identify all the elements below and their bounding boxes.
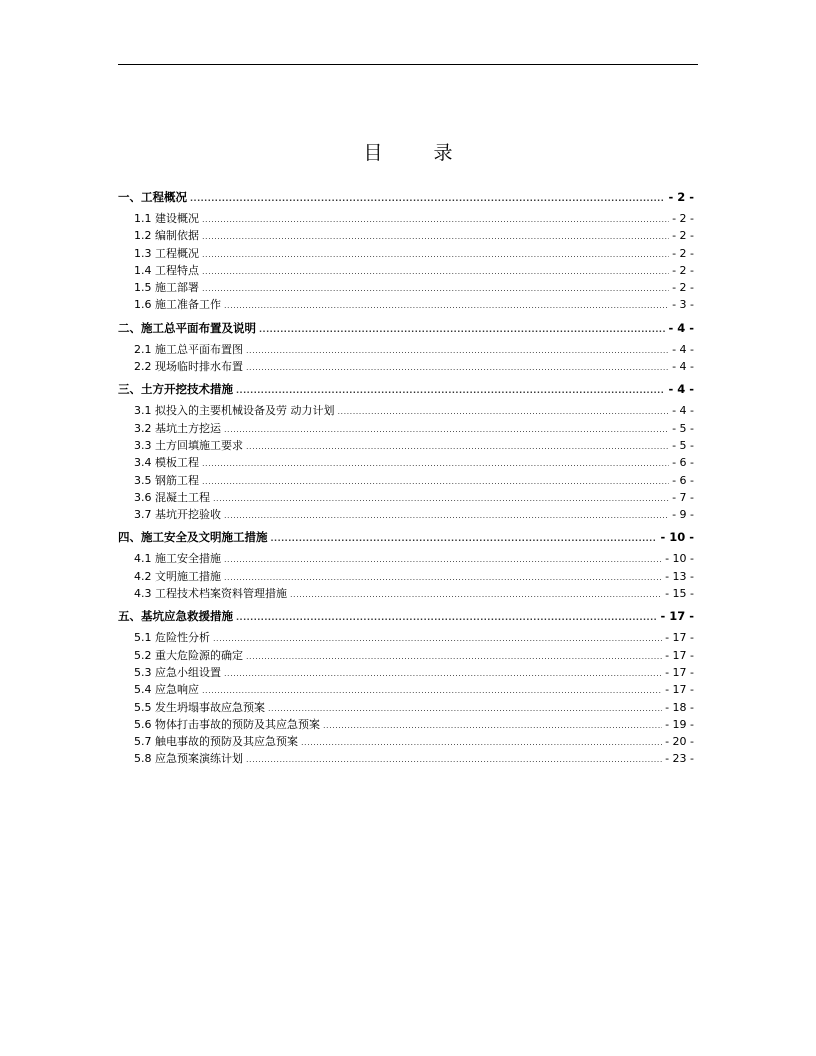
toc-subsection-entry[interactable]: [118, 506, 697, 523]
toc-page-number: - 13 -: [665, 569, 694, 583]
toc-section-label: 一、工程概况: [118, 190, 187, 204]
toc-page-number: - 18 -: [665, 700, 694, 714]
toc-leader-dots: [213, 495, 669, 503]
toc-subsection-label: 5.1 危险性分析: [134, 631, 210, 645]
toc-subsection-label: 3.6 混凝土工程: [134, 490, 210, 504]
toc-page-number: - 10 -: [665, 552, 694, 566]
toc-page-number: - 9 -: [672, 508, 694, 522]
toc-leader-dots: [202, 233, 669, 241]
toc-subsection-entry[interactable]: [118, 262, 697, 279]
toc-subsection-entry[interactable]: [118, 358, 697, 375]
toc-leader-dots: [224, 670, 662, 678]
toc-subsection-label: 5.3 应急小组设置: [134, 665, 221, 679]
header-rule: [118, 64, 698, 65]
toc-page-number: - 2 -: [668, 190, 694, 204]
toc-subsection-label: 5.7 触电事故的预防及其应急预案: [134, 735, 298, 749]
toc-leader-dots: [190, 195, 665, 203]
toc-page-number: - 4 -: [672, 342, 694, 356]
toc-section-entry[interactable]: [118, 605, 697, 627]
toc-subsection-entry[interactable]: [118, 341, 697, 358]
toc-subsection-label: 2.1 施工总平面布置图: [134, 342, 243, 356]
toc-subsection-entry[interactable]: [118, 716, 697, 733]
toc-subsection-label: 4.1 施工安全措施: [134, 552, 221, 566]
toc-leader-dots: [338, 408, 670, 416]
toc-leader-dots: [246, 347, 669, 355]
toc-subsection-label: 2.2 现场临时排水布置: [134, 360, 243, 374]
toc-subsection-label: 4.3 工程技术档案资料管理措施: [134, 587, 287, 601]
toc-subsection-entry[interactable]: [118, 568, 697, 585]
toc-page-number: - 2 -: [672, 281, 694, 295]
toc-leader-dots: [224, 556, 662, 564]
toc-subsection-entry[interactable]: [118, 629, 697, 646]
toc-section-label: 三、土方开挖技术措施: [118, 382, 233, 397]
toc-page-number: - 3 -: [672, 298, 694, 312]
toc-leader-dots: [202, 460, 669, 468]
toc-subsection-entry[interactable]: [118, 227, 697, 244]
toc-subsection-label: 3.4 模板工程: [134, 456, 199, 470]
toc-page-number: - 5 -: [672, 438, 694, 452]
toc-subsection-entry[interactable]: [118, 210, 697, 227]
toc-leader-dots: [202, 216, 669, 224]
toc-page-number: - 6 -: [672, 456, 694, 470]
toc-page-number: - 2 -: [672, 229, 694, 243]
toc-page-number: - 2 -: [672, 263, 694, 277]
toc-leader-dots: [224, 302, 669, 310]
toc-subsection-label: 3.7 基坑开挖验收: [134, 508, 221, 522]
toc-subsection-entry[interactable]: [118, 489, 697, 506]
toc-subsection-label: 3.5 钢筋工程: [134, 473, 199, 487]
toc-subsection-entry[interactable]: [118, 750, 697, 767]
toc-page-number: - 17 -: [660, 609, 694, 624]
toc-page-number: - 4 -: [672, 404, 694, 418]
toc-page-number: - 19 -: [665, 717, 694, 731]
toc-subsection-entry[interactable]: [118, 472, 697, 489]
toc-subsection-label: 5.6 物体打击事故的预防及其应急预案: [134, 717, 320, 731]
toc-leader-dots: [213, 635, 662, 643]
toc-subsection-entry[interactable]: [118, 647, 697, 664]
toc-page-number: - 6 -: [672, 473, 694, 487]
toc-subsection-label: 5.8 应急预案演练计划: [134, 752, 243, 766]
toc-subsection-label: 3.3 土方回填施工要求: [134, 438, 243, 452]
toc-page-number: - 4 -: [668, 382, 694, 397]
toc-subsection-entry[interactable]: [118, 454, 697, 471]
toc-subsection-label: 5.2 重大危险源的确定: [134, 648, 243, 662]
page-title: 目 录: [363, 142, 469, 164]
toc-subsection-entry[interactable]: [118, 245, 697, 262]
toc-section-entry[interactable]: [118, 378, 697, 400]
toc-section-label: 五、基坑应急救援措施: [118, 609, 233, 624]
toc-section-entry[interactable]: [118, 526, 697, 548]
toc-page-number: - 23 -: [665, 752, 694, 766]
toc-page-number: - 15 -: [665, 587, 694, 601]
toc-page-number: - 10 -: [660, 530, 694, 545]
toc-leader-dots: [202, 478, 669, 486]
toc-subsection-label: 1.2 编制依据: [134, 229, 199, 243]
toc-subsection-entry[interactable]: [118, 402, 697, 419]
toc-leader-dots: [202, 268, 669, 276]
toc-page-number: - 2 -: [672, 246, 694, 260]
toc-leader-dots: [202, 687, 662, 695]
toc-section-label: 四、施工安全及文明施工措施: [118, 530, 268, 545]
toc-leader-dots: [301, 739, 662, 747]
toc-page-number: - 17 -: [665, 665, 694, 679]
toc-subsection-label: 3.2 基坑土方挖运: [134, 421, 221, 435]
toc-leader-dots: [224, 574, 662, 582]
toc-leader-dots: [246, 364, 669, 372]
toc-page-number: - 17 -: [665, 648, 694, 662]
toc-leader-dots: [271, 535, 658, 543]
toc-subsection-entry[interactable]: [118, 681, 697, 698]
toc-section-entry[interactable]: [118, 186, 697, 208]
toc-leader-dots: [323, 722, 662, 730]
toc-subsection-label: 1.4 工程特点: [134, 263, 199, 277]
toc-subsection-label: 3.1 拟投入的主要机械设备及劳 动力计划: [134, 404, 335, 418]
toc-subsection-label: 1.5 施工部署: [134, 281, 199, 295]
toc-page-number: - 4 -: [672, 360, 694, 374]
toc-leader-dots: [202, 251, 669, 259]
toc-page-number: - 2 -: [672, 212, 694, 225]
toc-subsection-entry[interactable]: [118, 420, 697, 437]
toc-leader-dots: [290, 591, 662, 599]
toc-leader-dots: [236, 387, 665, 395]
toc-page-number: - 7 -: [672, 490, 694, 504]
toc-subsection-entry[interactable]: [118, 279, 697, 296]
toc-section-label: 二、施工总平面布置及说明: [118, 320, 256, 335]
toc-subsection-label: 1.1 建设概况: [134, 212, 199, 225]
toc-leader-dots: [224, 512, 669, 520]
toc-subsection-entry[interactable]: [118, 585, 697, 602]
toc-subsection-label: 4.2 文明施工措施: [134, 569, 221, 583]
toc-subsection-entry[interactable]: [118, 437, 697, 454]
toc-leader-dots: [246, 756, 662, 764]
toc-page-number: - 5 -: [672, 421, 694, 435]
toc-leader-dots: [246, 443, 669, 451]
toc-subsection-label: 5.5 发生坍塌事故应急预案: [134, 700, 265, 714]
toc-subsection-entry[interactable]: [118, 733, 697, 750]
toc-leader-dots: [202, 285, 669, 293]
toc-leader-dots: [259, 326, 665, 334]
toc-page-number: - 20 -: [665, 735, 694, 749]
toc-subsection-entry[interactable]: [118, 699, 697, 716]
toc-leader-dots: [236, 614, 657, 622]
toc-page-number: - 17 -: [665, 683, 694, 697]
toc-subsection-entry[interactable]: [118, 296, 697, 313]
toc-leader-dots: [268, 705, 662, 713]
toc-section-entry[interactable]: [118, 317, 697, 339]
toc-leader-dots: [224, 426, 669, 434]
toc-subsection-entry[interactable]: [118, 550, 697, 567]
toc-subsection-entry[interactable]: [118, 664, 697, 681]
toc-page-number: - 4 -: [668, 320, 694, 335]
toc-subsection-label: 5.4 应急响应: [134, 683, 199, 697]
toc-subsection-label: 1.3 工程概况: [134, 246, 199, 260]
table-of-contents: [118, 186, 697, 768]
toc-leader-dots: [246, 653, 662, 661]
toc-subsection-label: 1.6 施工准备工作: [134, 298, 221, 312]
toc-page-number: - 17 -: [665, 631, 694, 645]
